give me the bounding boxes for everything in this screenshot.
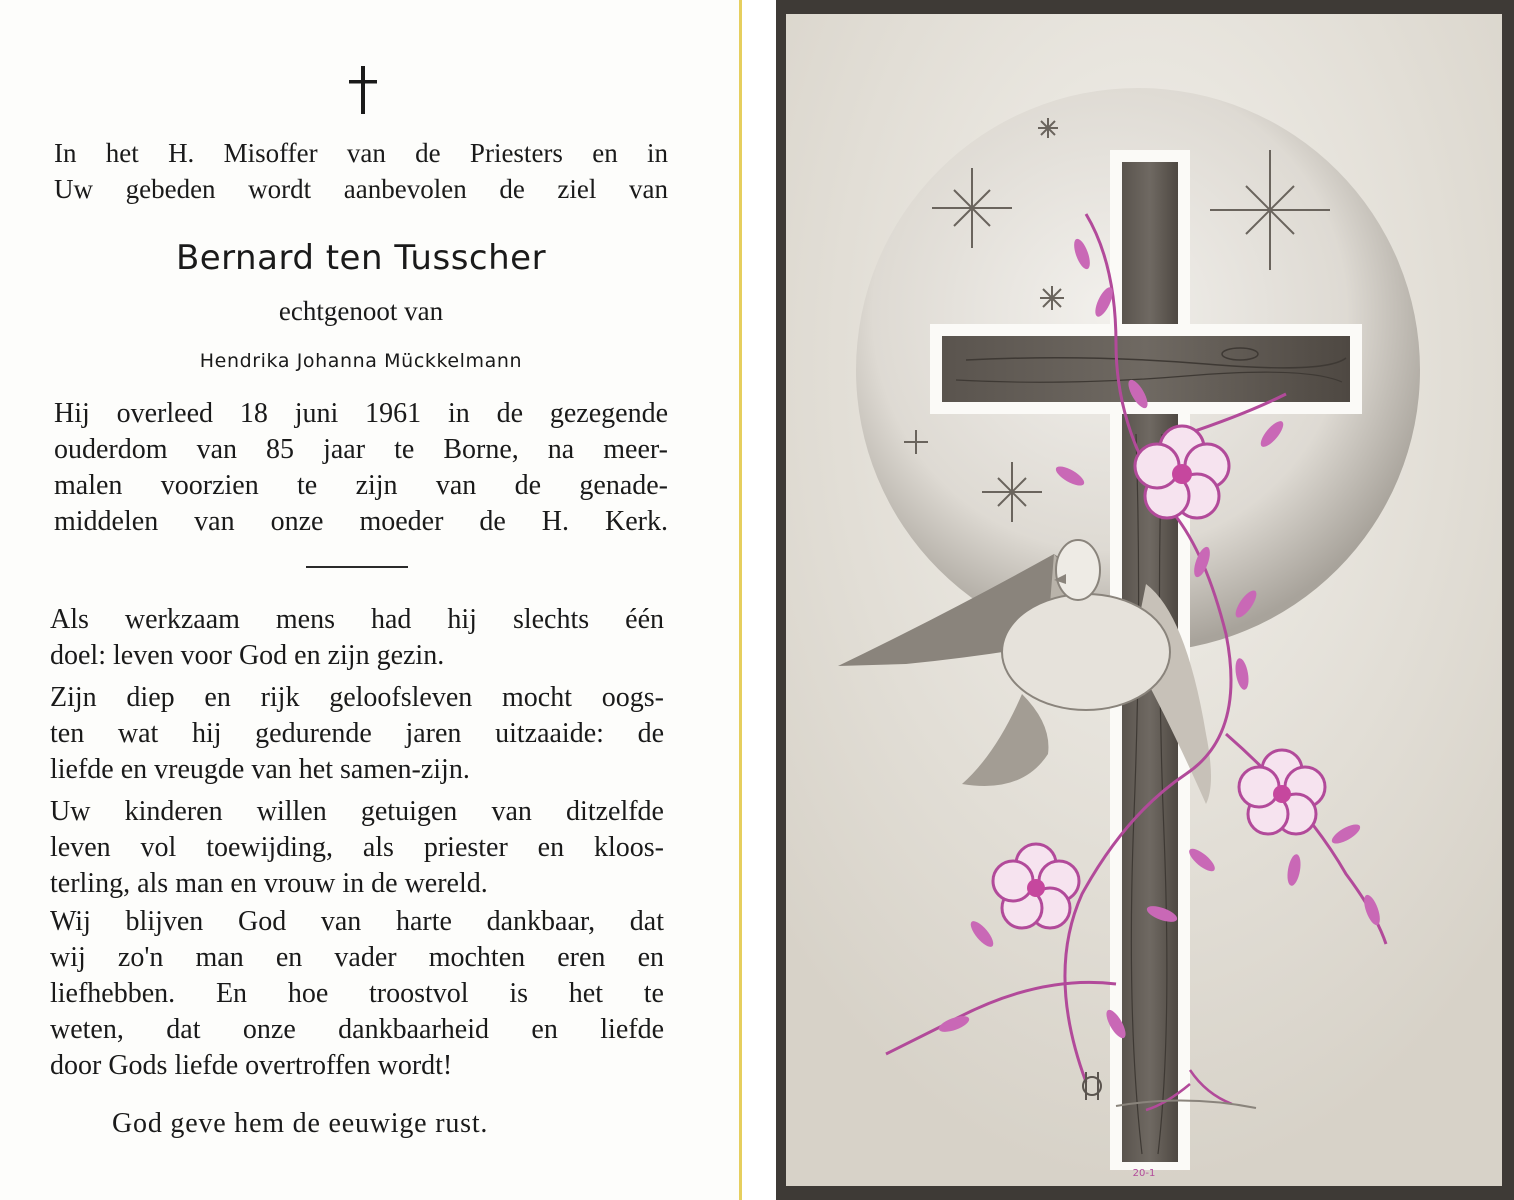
divider xyxy=(306,566,408,568)
devotional-picture-page xyxy=(776,0,1514,1200)
paragraph-3-line-2: leven vol toewijding, als priester en kloos- xyxy=(50,832,664,863)
spouse-name: Hendrika Johanna Mückkelmann xyxy=(199,350,523,372)
paragraph-4-line-4: weten, dat onze dankbaarheid en liefde xyxy=(50,1014,664,1045)
paragraph-3-line-1: Uw kinderen willen getuigen van ditzelfde xyxy=(50,796,664,827)
death-notice-line-4: middelen van onze moeder de H. Kerk. xyxy=(54,506,668,537)
paragraph-4-line-5: door Gods liefde overtroffen wordt! xyxy=(50,1050,453,1081)
devotional-illustration xyxy=(786,14,1502,1186)
death-notice-line-2: ouderdom van 85 jaar te Borne, na meer- xyxy=(54,434,668,465)
memorial-text-page xyxy=(0,0,742,1200)
paragraph-4-line-3: liefhebben. En hoe troostvol is het te xyxy=(50,978,664,1009)
print-code: 20-1 xyxy=(1132,1168,1156,1179)
deceased-name: Bernard ten Tusscher xyxy=(175,238,547,278)
death-notice-line-3: malen voorzien te zijn van de genade- xyxy=(54,470,668,501)
paragraph-1-line-2: doel: leven voor God en zijn gezin. xyxy=(50,640,445,671)
paragraph-3-line-3: terling, als man en vrouw in de wereld. xyxy=(50,868,488,899)
cross-icon xyxy=(346,64,380,116)
paragraph-2-line-1: Zijn diep en rijk geloofsleven mocht oogs- xyxy=(50,682,664,713)
opening-line-1: In het H. Misoffer van de Priesters en in xyxy=(54,138,668,168)
paragraph-2-line-3: liefde en vreugde van het samen-zijn. xyxy=(50,754,470,785)
paragraph-1-line-1: Als werkzaam mens had hij slechts één xyxy=(50,604,664,635)
spouse-label: echtgenoot van xyxy=(278,296,444,326)
opening-line-2: Uw gebeden wordt aanbevolen de ziel van xyxy=(54,174,668,204)
paragraph-4-line-2: wij zo'n man en vader mochten eren en xyxy=(50,942,664,973)
paragraph-2-line-2: ten wat hij gedurende jaren uitzaaide: de xyxy=(50,718,664,749)
closing-prayer: God geve hem de eeuwige rust. xyxy=(112,1108,489,1139)
paragraph-4-line-1: Wij blijven God van harte dankbaar, dat xyxy=(50,906,664,937)
death-notice-line-1: Hij overleed 18 juni 1961 in de gezegende xyxy=(54,398,668,429)
